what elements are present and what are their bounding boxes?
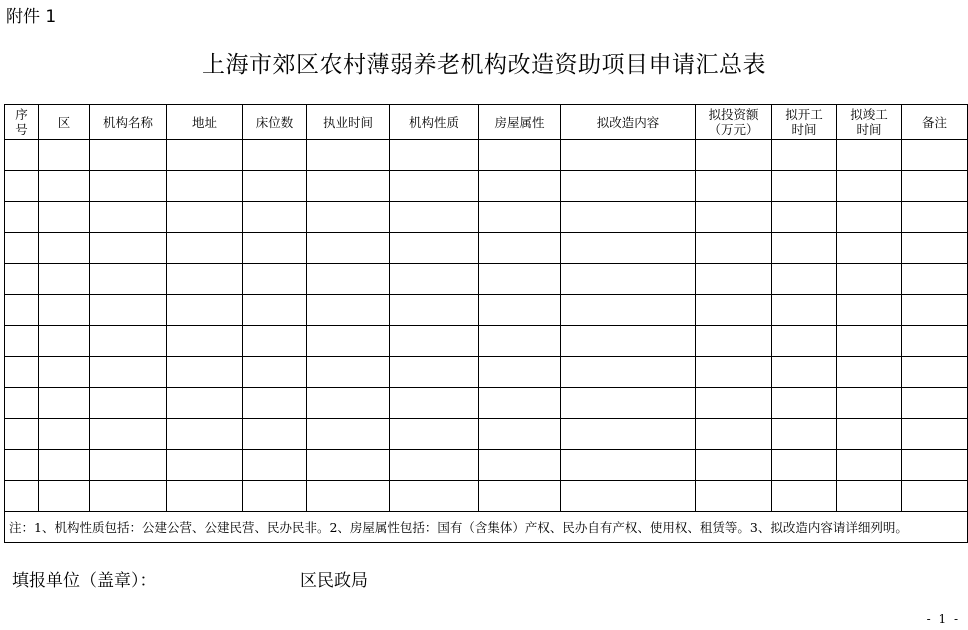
table-cell [390, 202, 479, 233]
table-cell [39, 388, 90, 419]
table-cell [307, 357, 390, 388]
table-cell [696, 171, 772, 202]
table-cell [479, 171, 561, 202]
table-cell [479, 326, 561, 357]
table-cell [696, 419, 772, 450]
table-cell [390, 295, 479, 326]
table-cell [561, 450, 696, 481]
table-row [5, 202, 968, 233]
table-cell [772, 264, 837, 295]
table-cell [39, 202, 90, 233]
table-row [5, 264, 968, 295]
table-cell [90, 419, 167, 450]
table-cell [243, 419, 307, 450]
table-cell [243, 388, 307, 419]
table-cell [390, 357, 479, 388]
table-cell [90, 295, 167, 326]
table-cell [90, 388, 167, 419]
table-cell [837, 140, 902, 171]
table-cell [390, 326, 479, 357]
table-row [5, 357, 968, 388]
table-cell [39, 295, 90, 326]
table-cell [479, 264, 561, 295]
note-row [5, 512, 968, 543]
column-header: 机构名称 [90, 105, 167, 140]
table-cell [243, 140, 307, 171]
table-cell [561, 202, 696, 233]
table-row [5, 388, 968, 419]
table-cell [39, 140, 90, 171]
table-row [5, 295, 968, 326]
table-cell [479, 357, 561, 388]
table-cell [5, 202, 39, 233]
table-cell [5, 419, 39, 450]
document-title: 上海市郊区农村薄弱养老机构改造资助项目申请汇总表 [202, 52, 766, 78]
table-cell [243, 295, 307, 326]
table-cell [837, 233, 902, 264]
table-cell [307, 295, 390, 326]
table-cell [479, 419, 561, 450]
column-header: 序号 [5, 105, 39, 140]
table-cell [307, 202, 390, 233]
table-cell [167, 388, 243, 419]
table-cell [5, 264, 39, 295]
table-cell [837, 202, 902, 233]
table-cell [5, 295, 39, 326]
table-cell [561, 171, 696, 202]
column-header: 备注 [902, 105, 968, 140]
table-cell [5, 357, 39, 388]
table-row [5, 171, 968, 202]
table-cell [390, 450, 479, 481]
table-cell [902, 171, 968, 202]
table-cell [390, 419, 479, 450]
table-row [5, 419, 968, 450]
table-cell [39, 171, 90, 202]
table-cell [561, 295, 696, 326]
table-cell [837, 171, 902, 202]
table-cell [390, 388, 479, 419]
table-cell [390, 481, 479, 512]
table-cell [902, 357, 968, 388]
table-cell [902, 419, 968, 450]
table-cell [696, 140, 772, 171]
table-cell [902, 450, 968, 481]
table-cell [5, 233, 39, 264]
fill-unit-label: 填报单位（盖章）： [12, 571, 157, 591]
table-cell [90, 481, 167, 512]
table-cell [243, 264, 307, 295]
table-cell [772, 233, 837, 264]
table-cell [772, 326, 837, 357]
table-cell [479, 233, 561, 264]
table-cell [837, 326, 902, 357]
table-cell [696, 326, 772, 357]
table-cell [90, 326, 167, 357]
table-cell [307, 171, 390, 202]
table-cell [837, 295, 902, 326]
table-cell [696, 481, 772, 512]
table-cell [561, 357, 696, 388]
table-cell [390, 264, 479, 295]
table-cell [307, 388, 390, 419]
fill-unit-value: 区民政局 [300, 571, 368, 591]
table-cell [307, 326, 390, 357]
table-header-row [5, 105, 968, 140]
column-header: 床位数 [243, 105, 307, 140]
table-row [5, 481, 968, 512]
column-header: 拟开工时间 [772, 105, 837, 140]
table-cell [561, 419, 696, 450]
table-cell [479, 140, 561, 171]
column-header: 区 [39, 105, 90, 140]
table-cell [772, 450, 837, 481]
table-cell [902, 295, 968, 326]
table-cell [90, 171, 167, 202]
table-cell [167, 202, 243, 233]
table-cell [561, 264, 696, 295]
table-cell [243, 171, 307, 202]
table-cell [837, 388, 902, 419]
column-header: 房屋属性 [479, 105, 561, 140]
column-header: 机构性质 [390, 105, 479, 140]
table-cell [696, 233, 772, 264]
table-cell [837, 450, 902, 481]
table-cell [90, 357, 167, 388]
table-cell [5, 450, 39, 481]
table-cell [902, 326, 968, 357]
table-cell [696, 357, 772, 388]
table-cell [772, 295, 837, 326]
table-cell [167, 295, 243, 326]
table-cell [39, 264, 90, 295]
table-cell [39, 481, 90, 512]
table-cell [902, 140, 968, 171]
table-row [5, 450, 968, 481]
summary-table [4, 104, 968, 543]
table-cell [39, 326, 90, 357]
table-cell [772, 202, 837, 233]
table-cell [837, 357, 902, 388]
table-cell [561, 481, 696, 512]
table-cell [243, 357, 307, 388]
column-header: 地址 [167, 105, 243, 140]
table-cell [39, 450, 90, 481]
table-cell [390, 233, 479, 264]
table-cell [167, 233, 243, 264]
table-cell [5, 388, 39, 419]
table-cell [5, 171, 39, 202]
table-cell [167, 357, 243, 388]
table-cell [479, 202, 561, 233]
table-cell [902, 202, 968, 233]
table-cell [561, 388, 696, 419]
table-cell [772, 357, 837, 388]
table-cell [772, 171, 837, 202]
table-cell [307, 140, 390, 171]
table-cell [307, 450, 390, 481]
table-cell [243, 326, 307, 357]
table-cell [696, 264, 772, 295]
table-cell [167, 481, 243, 512]
table-cell [90, 202, 167, 233]
column-header: 拟改造内容 [561, 105, 696, 140]
table-cell [167, 171, 243, 202]
table-cell [243, 481, 307, 512]
table-cell [837, 264, 902, 295]
table-cell [479, 450, 561, 481]
table-cell [837, 419, 902, 450]
table-cell [39, 357, 90, 388]
table-cell [561, 326, 696, 357]
table-cell [5, 481, 39, 512]
table-cell [167, 326, 243, 357]
table-cell [243, 450, 307, 481]
table-cell [39, 419, 90, 450]
column-header: 拟投资额（万元） [696, 105, 772, 140]
table-cell [772, 481, 837, 512]
table-cell [696, 202, 772, 233]
table-cell [772, 388, 837, 419]
table-cell [243, 233, 307, 264]
table-cell [902, 233, 968, 264]
table-cell [902, 481, 968, 512]
table-row [5, 140, 968, 171]
column-header: 执业时间 [307, 105, 390, 140]
table-cell [90, 450, 167, 481]
table-cell [902, 264, 968, 295]
table-cell [479, 388, 561, 419]
table-cell [90, 264, 167, 295]
table-cell [307, 264, 390, 295]
table-cell [5, 326, 39, 357]
table-cell [837, 481, 902, 512]
table-cell [243, 202, 307, 233]
table-cell [479, 481, 561, 512]
table-cell [307, 233, 390, 264]
table-cell [307, 481, 390, 512]
page-number: - 1 - [926, 612, 960, 626]
table-cell [90, 233, 167, 264]
table-cell [902, 388, 968, 419]
table-cell [561, 233, 696, 264]
table-note: 注：1、机构性质包括：公建公营、公建民营、民办民非。2、房屋属性包括：国有（含集体）产权、民办自有产权、使用权、租赁等。3、拟改造内容请详细列明。 [5, 512, 968, 543]
table-cell [167, 264, 243, 295]
table-cell [479, 295, 561, 326]
table-cell [90, 140, 167, 171]
table-cell [772, 419, 837, 450]
table-cell [5, 140, 39, 171]
table-cell [39, 233, 90, 264]
table-body [5, 140, 968, 512]
table-cell [696, 450, 772, 481]
table-cell [772, 140, 837, 171]
table-cell [167, 140, 243, 171]
attachment-label: 附件 1 [6, 7, 57, 27]
table-row [5, 233, 968, 264]
table-cell [167, 419, 243, 450]
table-cell [307, 419, 390, 450]
column-header: 拟竣工时间 [837, 105, 902, 140]
table-cell [167, 450, 243, 481]
table-cell [390, 171, 479, 202]
table-cell [696, 295, 772, 326]
table-cell [696, 388, 772, 419]
table-cell [561, 140, 696, 171]
table-row [5, 326, 968, 357]
table-cell [390, 140, 479, 171]
